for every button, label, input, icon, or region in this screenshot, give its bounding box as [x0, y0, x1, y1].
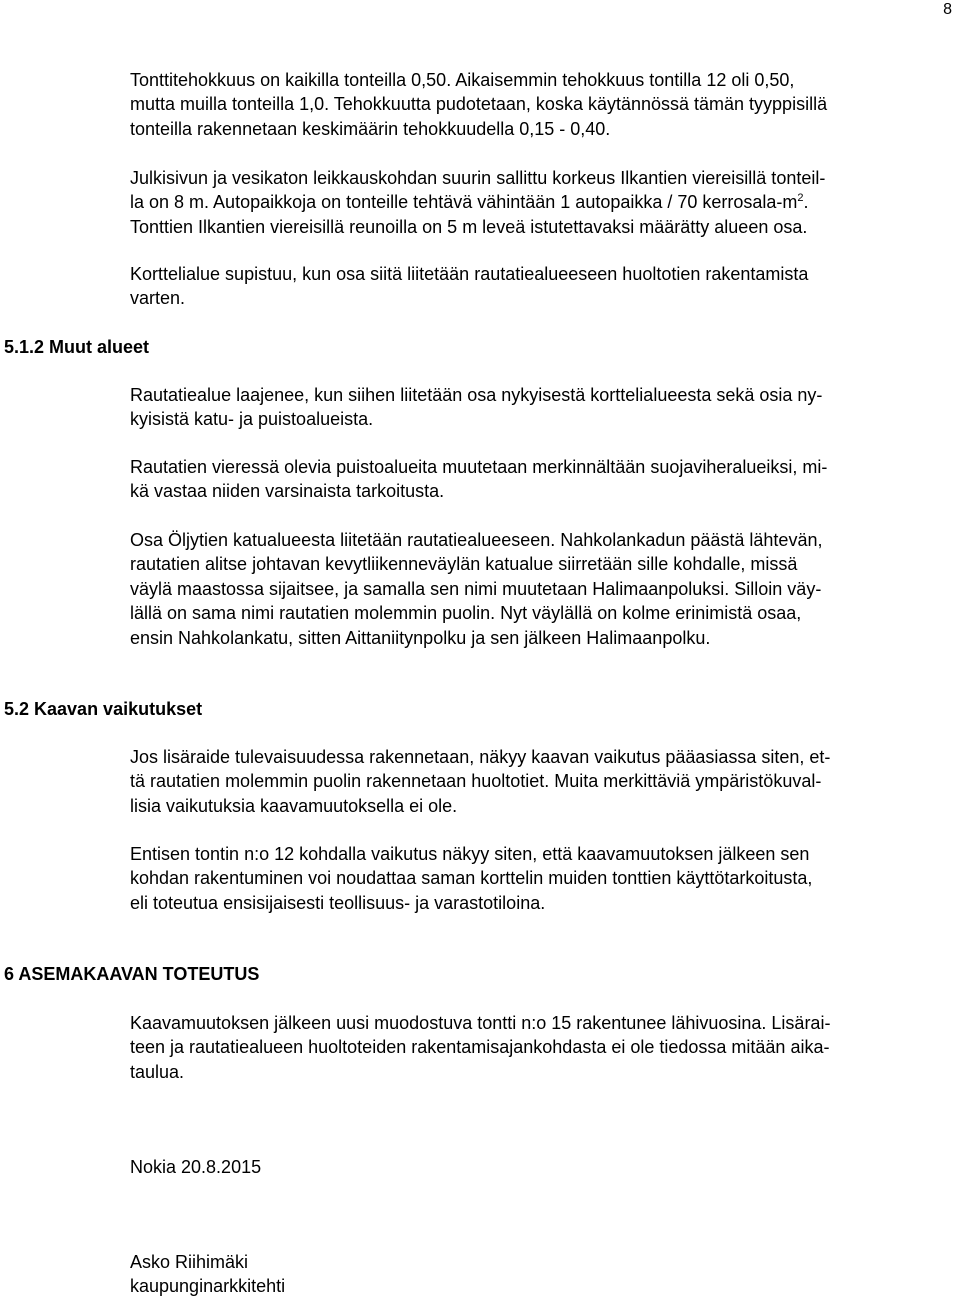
text-line: mutta muilla tonteilla 1,0. Tehokkuutta pudotetaan, koska käytännössä tämän tyyppisillä — [130, 94, 828, 115]
paragraph-railway-area — [130, 383, 952, 432]
text-line: kä vastaa niiden varsinaista tarkoitusta. — [130, 481, 445, 502]
text-line: Korttelialue supistuu, kun osa siitä liitetään rautatiealueeseen huoltotien rakentamista — [130, 264, 809, 284]
text-line: Entisen tontin n:o 12 kohdalla vaikutus näkyy siten, että kaavamuutoksen jälkeen sen — [130, 844, 810, 864]
paragraph-implementation — [130, 1011, 952, 1084]
heading-6: 6 ASEMAKAAVAN TOTEUTUS — [4, 964, 260, 984]
text-line: tä rautatien molemmin puolin rakennetaan huoltotiet. Muita merkittäviä ympäristökuval- — [130, 771, 822, 792]
page-number: 8 — [943, 1, 952, 18]
heading-5-2: 5.2 Kaavan vaikutukset — [4, 699, 203, 719]
signature-block — [130, 1250, 952, 1299]
heading-5-1-2: 5.1.2 Muut alueet — [4, 337, 150, 357]
text-line: tonteilla rakennetaan keskimäärin tehokkuudella 0,15 - 0,40. — [130, 118, 611, 139]
text-line: teen ja rautatiealueen huoltoteiden rakentamisajankohdasta ei ole tiedossa mitään aika- — [130, 1037, 830, 1058]
signer-title: kaupunginarkkitehti — [130, 1276, 286, 1297]
text-line: Osa Öljytien katualueesta liitetään rautatiealueeseen. Nahkolankadun päästä lähtevän, — [130, 530, 823, 550]
text-line-parking — [130, 190, 952, 214]
text-line: kohdan rakentuminen voi noudattaa saman korttelin muiden tonttien käyttötarkoitusta, — [130, 868, 813, 889]
paragraph-block-reduction — [130, 262, 952, 311]
text-line: ensin Nahkolankatu, sitten Aittaniitynpolku ja sen jälkeen Halimaanpolku. — [130, 627, 711, 648]
text-line: varten. — [130, 288, 186, 309]
text-line: kyisistä katu- ja puistoalueista. — [130, 409, 374, 430]
text-line: väylä maastossa sijaitsee, ja samalla sen nimi muutetaan Halimaanpoluksi. Silloin väy- — [130, 578, 822, 599]
paragraph-effects-plot — [130, 842, 952, 915]
text-line: Jos lisäraide tulevaisuudessa rakennetaan, näkyy kaavan vaikutus pääasiassa siten, et- — [130, 747, 831, 767]
text-line: Julkisivun ja vesikaton leikkauskohdan suurin sallittu korkeus Ilkantien viereisillä tonteil- — [130, 168, 826, 188]
text-line: rautatien alitse johtavan kevytliikenneväylän katualue siirretään sille kohdalle, missä — [130, 554, 798, 575]
text-line: eli toteutua ensisijaisesti teollisuus- ja varastotiloina. — [130, 892, 546, 913]
text-line: Rautatiealue laajenee, kun siihen liitetään osa nykyisestä korttelialueesta sekä osia ny- — [130, 385, 823, 405]
place-date: Nokia 20.8.2015 — [130, 1157, 262, 1177]
superscript: 2 — [797, 192, 804, 205]
text-line: Tonttien Ilkantien viereisillä reunoilla on 5 m leveä istutettavaksi määrätty alueen osa. — [130, 216, 808, 237]
signer-name: Asko Riihimäki — [130, 1252, 249, 1272]
text-line: taulua. — [130, 1061, 185, 1082]
paragraph-height-parking — [130, 166, 952, 239]
text-line: Kaavamuutoksen jälkeen uusi muodostuva tontti n:o 15 rakentunee lähivuosina. Lisärai- — [130, 1013, 831, 1033]
text-line: Tonttitehokkuus on kaikilla tonteilla 0,50. Aikaisemmin tehokkuus tontilla 12 oli 0,50, — [130, 70, 795, 90]
text-line: Rautatien vieressä olevia puistoalueita muutetaan merkinnältään suojaviheralueiksi, mi- — [130, 457, 828, 477]
paragraph-street-area — [130, 528, 952, 650]
text-line: lisia vaikutuksia kaavamuutoksella ei ole. — [130, 795, 458, 816]
paragraph-effects-track — [130, 745, 952, 818]
parking-text: la on 8 m. Autopaikkoja on tonteille tehtävä vähintään 1 autopaikka / 70 kerrosala-m — [130, 192, 798, 213]
text-line: lällä on sama nimi rautatien molemmin puolin. Nyt väylällä on kolme erinimistä osaa, — [130, 603, 802, 624]
sentence-end: . — [803, 192, 809, 213]
paragraph-plot-efficiency — [130, 68, 952, 141]
paragraph-park-areas — [130, 455, 952, 504]
